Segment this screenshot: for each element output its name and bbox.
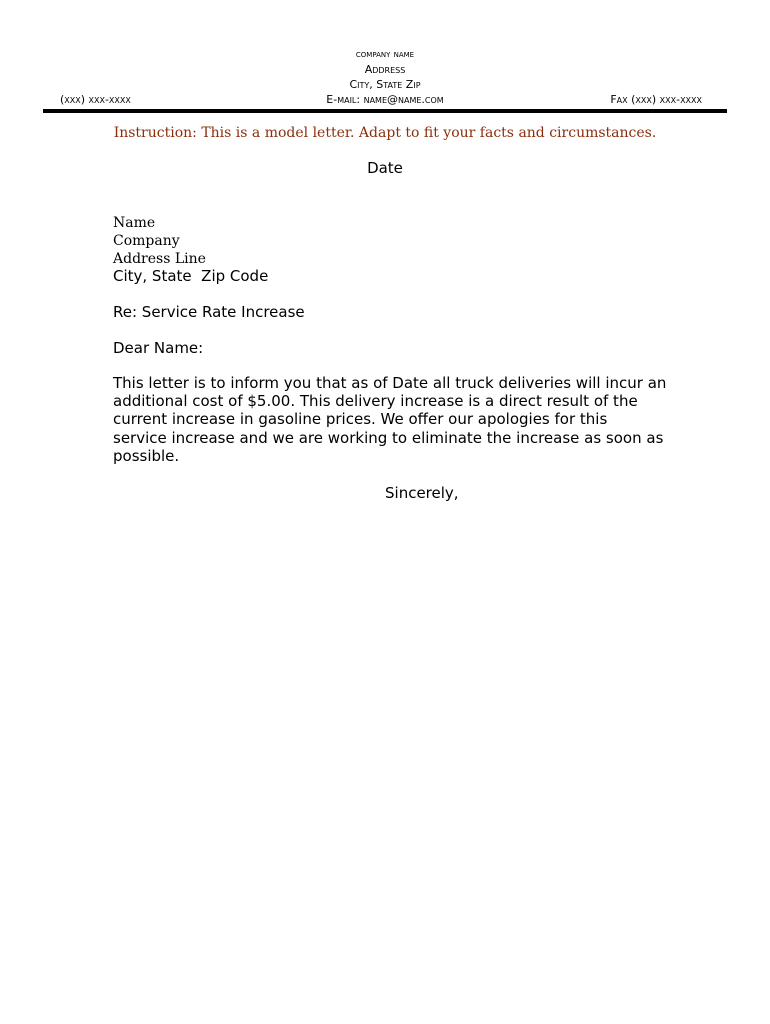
body-line: This letter is to inform you that as of Date all truck deliveries will incur an	[113, 374, 667, 392]
body-line: current increase in gasoline prices. We offer our apologies for this	[113, 410, 608, 429]
company-phone: (xxx) xxx-xxxx	[60, 93, 131, 106]
body-line: additional cost of $5.00. This delivery increase is a direct result of the	[113, 392, 638, 411]
company-city-state-zip: City, State Zip	[349, 78, 421, 91]
recipient-company: Company	[113, 233, 180, 249]
letter-date: Date	[367, 159, 403, 177]
company-fax: Fax (xxx) xxx-xxxx	[610, 93, 702, 106]
recipient-city-state-zip: City, State Zip Code	[113, 267, 269, 285]
company-address: Address	[364, 63, 406, 76]
body-paragraph	[113, 374, 673, 465]
body-line: possible.	[113, 446, 180, 465]
subject-line: Re: Service Rate Increase	[113, 303, 305, 321]
body-line: service increase and we are working to eliminate the increase as soon as	[113, 428, 664, 447]
closing: Sincerely,	[385, 484, 459, 502]
letterhead-divider	[43, 109, 727, 113]
letterhead	[0, 0, 770, 120]
company-name: company name	[355, 49, 415, 60]
company-email: E-mail: name@name.com	[326, 93, 444, 106]
recipient-name: Name	[113, 215, 156, 231]
instruction-note: Instruction: This is a model letter. Adapt to fit your facts and circumstances.	[113, 125, 657, 141]
salutation: Dear Name:	[113, 339, 204, 357]
recipient-address-line: Address Line	[113, 251, 206, 267]
